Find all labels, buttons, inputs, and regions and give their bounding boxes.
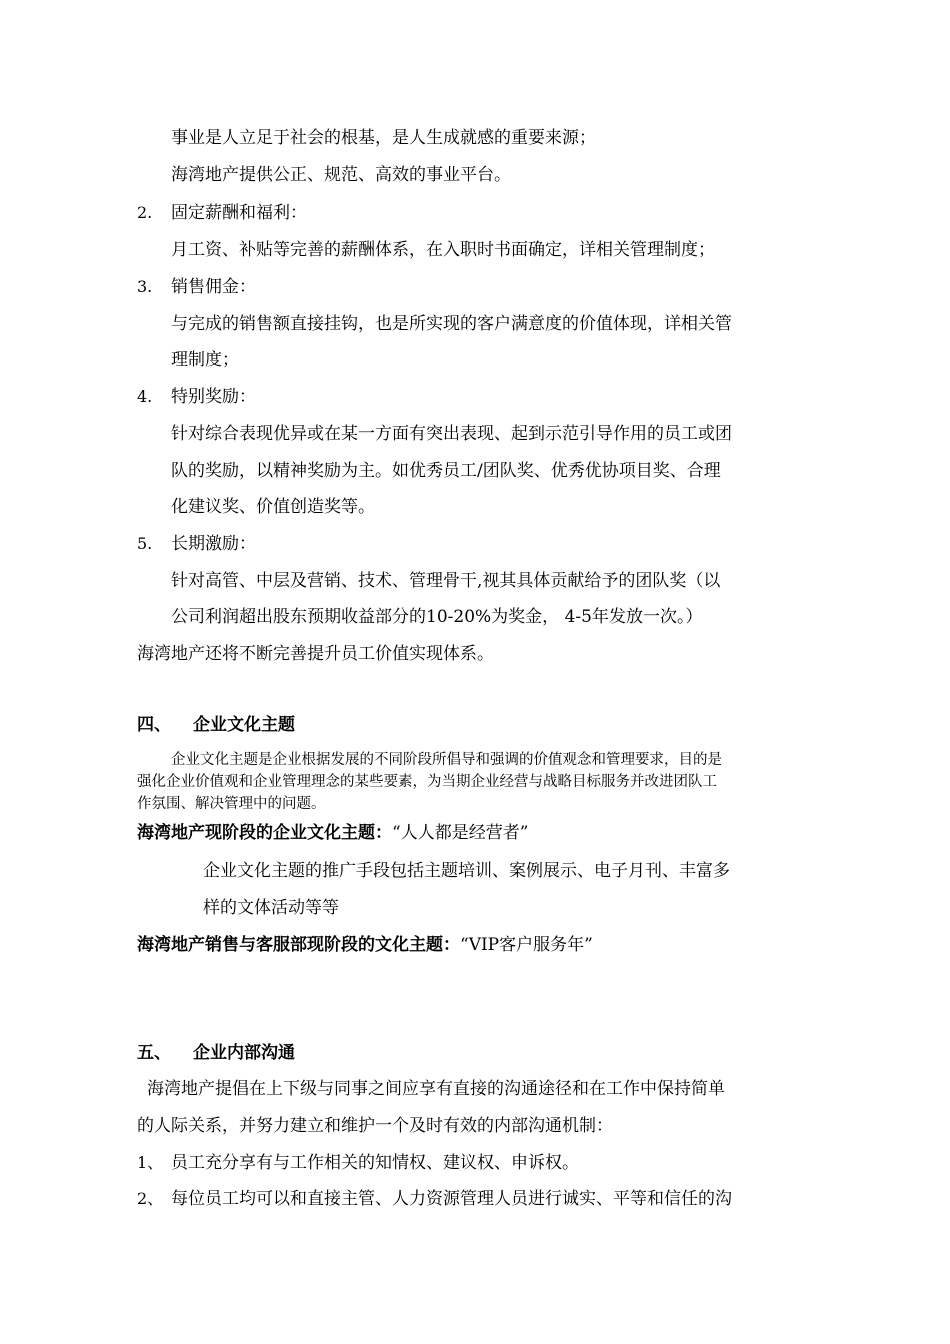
culture-theme-value: “人人都是经营者” xyxy=(392,823,529,843)
closing-line: 海湾地产还将不断完善提升员工价值实现体系。 xyxy=(137,644,494,664)
sales-theme-line xyxy=(137,934,593,956)
list-number: 2、 xyxy=(137,1189,164,1208)
list-item-body: 针对综合表现优异或在某一方面有突出表现、起到示范引导作用的员工或团 xyxy=(171,424,732,444)
section-heading: 企业文化主题 xyxy=(193,715,295,735)
body-line: 海湾地产提供公正、规范、高效的事业平台。 xyxy=(171,165,511,185)
list-item-body: 队的奖励，以精神奖励为主。如优秀员工/团队奖、优秀优协项目奖、合理 xyxy=(171,461,721,481)
list-item-text: 员工充分享有与工作相关的知情权、建议权、申诉权。 xyxy=(171,1153,579,1173)
culture-theme-line xyxy=(137,822,528,844)
promo-line: 样的文体活动等等 xyxy=(203,898,339,918)
section-number: 五、 xyxy=(137,1043,171,1063)
list-item-body: 与完成的销售额直接挂钩，也是所实现的客户满意度的价值体现，详相关管 xyxy=(171,314,732,334)
list-item-body: 针对高管、中层及营销、技术、管理骨干,视其具体贡献给予的团队奖（以 xyxy=(171,571,721,591)
intro-line: 强化企业价值观和企业管理理念的某些要素，为当期企业经营与战略目标服务并改进团队工 xyxy=(137,774,717,790)
list-number: 3. xyxy=(137,277,153,296)
sales-theme-value: “VIP客户服务年” xyxy=(460,935,593,955)
list-number: 1、 xyxy=(137,1153,164,1172)
intro-line: 的人际关系，并努力建立和维护一个及时有效的内部沟通机制： xyxy=(137,1116,613,1136)
list-number: 2. xyxy=(137,203,153,222)
list-item-text: 每位员工均可以和直接主管、人力资源管理人员进行诚实、平等和信任的沟 xyxy=(171,1189,732,1209)
culture-theme-label: 海湾地产现阶段的企业文化主题： xyxy=(137,823,392,843)
intro-line: 海湾地产提倡在上下级与同事之间应享有直接的沟通途径和在工作中保持简单 xyxy=(147,1079,725,1099)
list-item-body: 化建议奖、价值创造奖等。 xyxy=(171,497,375,517)
section-number: 四、 xyxy=(137,715,171,735)
promo-line: 企业文化主题的推广手段包括主题培训、案例展示、电子月刊、丰富多 xyxy=(203,861,730,881)
sales-theme-label: 海湾地产销售与客服部现阶段的文化主题： xyxy=(137,935,460,955)
section-heading: 企业内部沟通 xyxy=(193,1043,295,1063)
list-item-title: 固定薪酬和福利： xyxy=(171,203,307,223)
list-item-body: 公司利润超出股东预期收益部分的10-20%为奖金， 4-5年发放一次。） xyxy=(171,607,703,627)
intro-line: 企业文化主题是企业根据发展的不同阶段所倡导和强调的价值观念和管理要求，目的是 xyxy=(171,752,722,768)
intro-line: 作氛围、解决管理中的问题。 xyxy=(137,796,326,812)
list-item-title: 特别奖励： xyxy=(171,387,256,407)
list-number: 5. xyxy=(137,534,153,553)
list-number: 4. xyxy=(137,387,153,406)
list-item-body: 理制度； xyxy=(171,350,239,370)
list-item-body: 月工资、补贴等完善的薪酬体系，在入职时书面确定，详相关管理制度； xyxy=(171,240,715,260)
list-item-title: 长期激励： xyxy=(171,534,256,554)
body-line: 事业是人立足于社会的根基，是人生成就感的重要来源； xyxy=(171,128,596,148)
list-item-title: 销售佣金： xyxy=(171,277,256,297)
